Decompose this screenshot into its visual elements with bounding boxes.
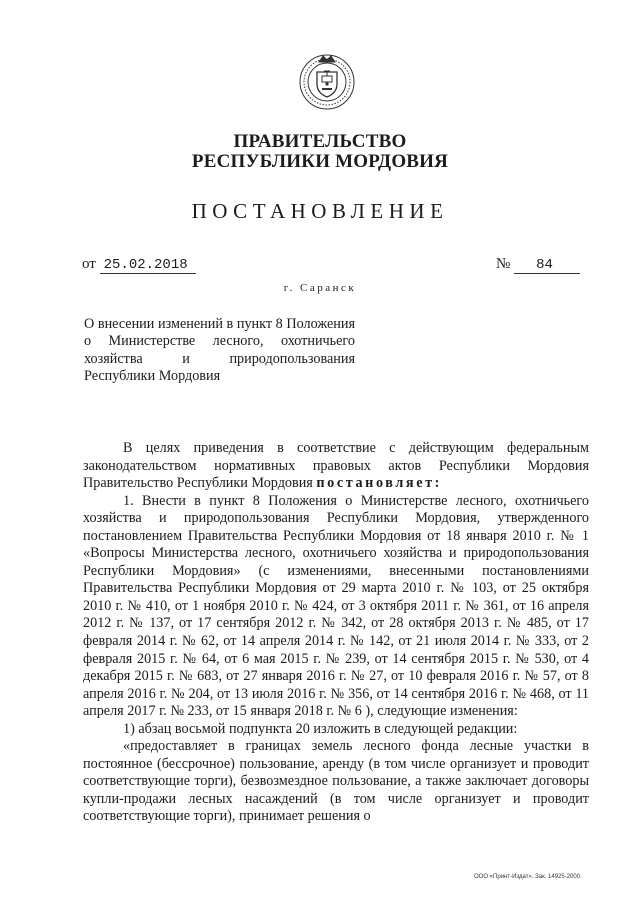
coat-of-arms-emblem — [295, 48, 359, 112]
item-1-paragraph: 1. Внести в пункт 8 Положения о Министерстве лесного, охотничьего хозяйства и природопользования Республики Мордовия, утвержденного постановлением Правительства Республики Мордовия от 18 января 2010 г. № 1 «Вопросы Министерства лесного, охотничьего хозяйства и природопользования Республики Мордовия» (с изменениями, внесенными постановлениями Правительства Республики Мордовия от 29 марта 2010 г. № 103, от 25 октября 2010 г. № 410, от 1 ноября 2010 г. № 424, от 3 октября 2011 г. № 361, от 16 апреля 2012 г. № 137, от 17 сентября 2012 г. № 342, от 28 октября 2013 г. № 485, от 17 февраля 2014 г. № 62, от 14 апреля 2014 г. № 142, от 21 июля 2014 г. № 333, от 2 февраля 2015 г. № 64, от 6 мая 2015 г. № 239, от 14 сентября 2015 г. № 530, от 4 декабря 2015 г. № 683, от 27 января 2016 г. № 27, от 10 февраля 2016 г. № 57, от 8 апреля 2016 г. № 204, от 13 июля 2016 г. № 356, от 14 сентября 2016 г. № 468, от 11 апреля 2017 г. № 233, от 15 января 2018 г. № 6 ), следующие изменения: — [83, 492, 589, 720]
date-value: 25.02.2018 — [100, 257, 196, 274]
number-value: 84 — [514, 257, 580, 274]
number-prefix: № — [496, 256, 511, 272]
printer-footer: ООО «Принт-Издат». Зак. 14925-2000. — [474, 874, 582, 880]
document-type-title: ПОСТАНОВЛЕНИЕ — [191, 199, 449, 223]
number-field — [496, 256, 580, 274]
resolution-subject: О внесении изменений в пункт 8 Положения о Министерстве лесного, охотничьего хозяйства и природопользования Республики Мордовия — [84, 316, 355, 384]
date-field — [82, 256, 196, 274]
preamble-text: В целях приведения в соответствие с действующим федеральным законодательством нормативных правовых актов Республики Мордовия Правительство Республики Мордовия — [83, 440, 589, 492]
government-title-line1: ПРАВИТЕЛЬСТВО — [233, 131, 407, 152]
date-prefix: от — [82, 256, 96, 272]
subitem-1-paragraph: 1) абзац восьмой подпункта 20 изложить в следующей редакции: — [123, 720, 518, 737]
preamble-paragraph — [83, 440, 589, 493]
government-title-line2: РЕСПУБЛИКИ МОРДОВИЯ — [191, 151, 449, 172]
resolves-word: постановляет: — [316, 475, 442, 492]
resolution-body — [83, 440, 589, 826]
city-label: г. Саранск — [283, 282, 357, 294]
quoted-text-paragraph: «предоставляет в границах земель лесного фонда лесные участки в постоянное (бессрочное) пользование, аренду (в том числе организует и проводит соответствующие торги), безвозмездное пользование, а также заключает договоры купли-продажи лесных насаждений (в том числе организует и проводит соответствующие торги), принимает решения о — [83, 738, 589, 825]
